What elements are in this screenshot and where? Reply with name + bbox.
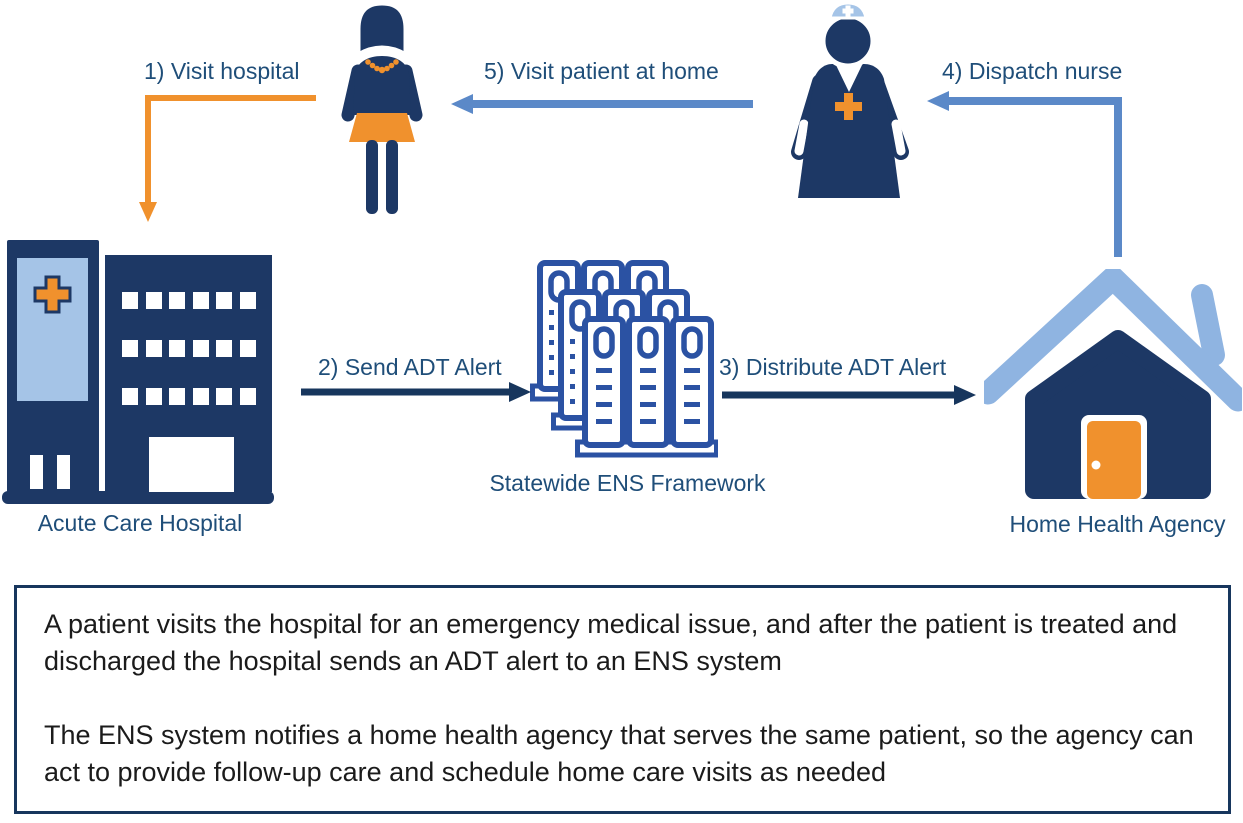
- step2-label: 2) Send ADT Alert: [318, 354, 502, 380]
- step3-label: 3) Distribute ADT Alert: [719, 354, 947, 380]
- step1-label: 1) Visit hospital: [144, 58, 300, 84]
- description-paragraph-2: The ENS system notifies a home health agency that serves the same patient, so the agency can act to provide follow-up care and schedule home care visits as needed: [44, 720, 1194, 787]
- step4-arrow: [927, 91, 1118, 257]
- step5-arrow: [451, 94, 753, 114]
- step1-arrow: [139, 98, 316, 222]
- description-box: [14, 585, 1231, 814]
- step3-arrow: [722, 385, 976, 405]
- description-paragraph-1: A patient visits the hospital for an emergency medical issue, and after the patient is treated and discharged the hospital sends an ADT alert to an ENS system: [44, 609, 1178, 676]
- ens-label: Statewide ENS Framework: [489, 470, 766, 496]
- step2-arrow: [301, 382, 531, 402]
- step5-label: 5) Visit patient at home: [484, 58, 719, 84]
- step4-label: 4) Dispatch nurse: [942, 58, 1123, 84]
- hospital-label: Acute Care Hospital: [37, 510, 243, 536]
- agency-label: Home Health Agency: [1009, 511, 1226, 537]
